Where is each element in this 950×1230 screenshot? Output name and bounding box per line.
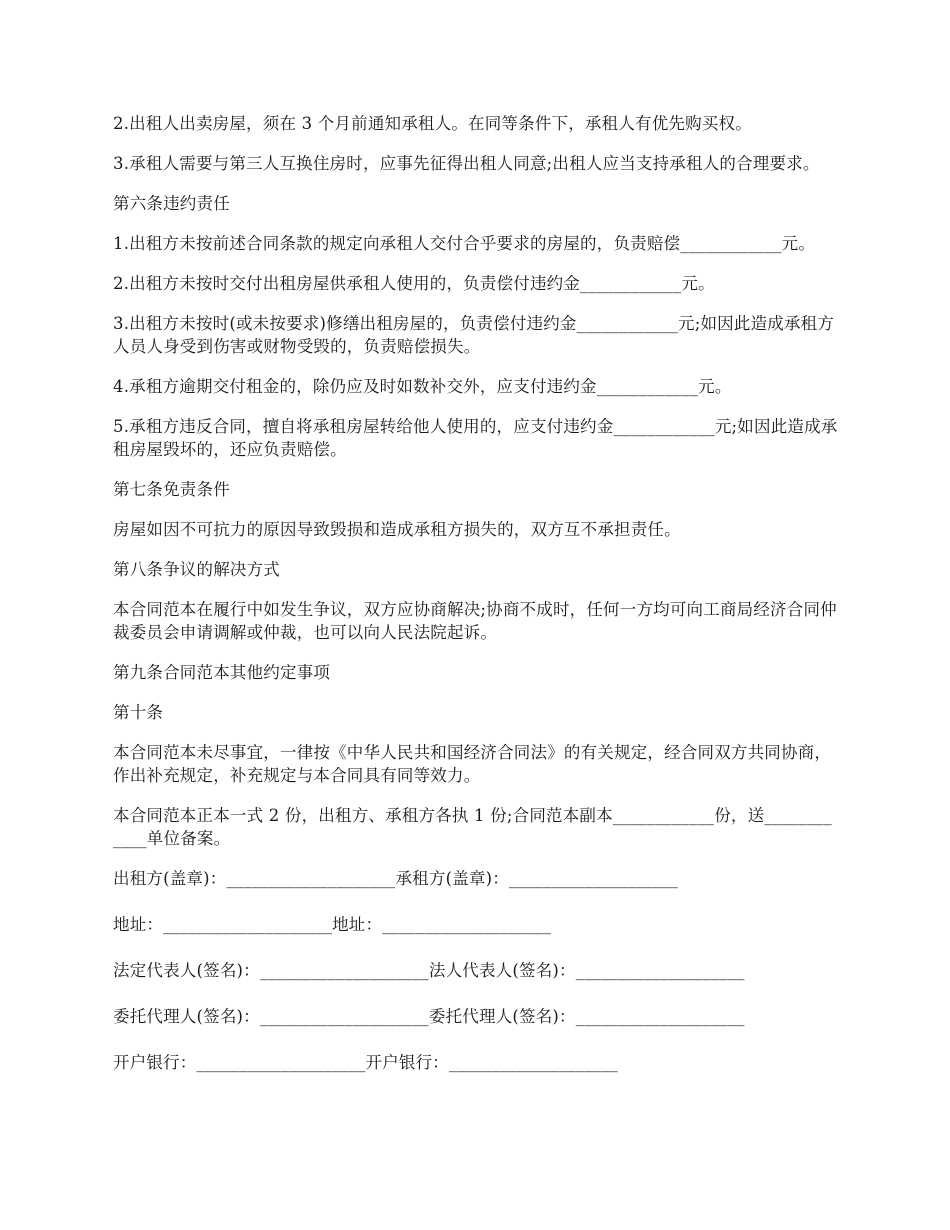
signature-line-bank: 开户银行：____________________开户银行：____________________ — [113, 1053, 618, 1072]
breach-item-3: 3.出租方未按时(或未按要求)修缮出租房屋的，负责偿付违约金____________元;如因此造成承租方人员人身受到伤害或财物受毁的，负责赔偿损失。 — [113, 314, 835, 356]
signature-line-legal-rep: 法定代表人(签名)：____________________法人代表人(签名)：____________________ — [113, 961, 745, 980]
breach-item-5: 5.承租方违反合同，擅自将承租房屋转给他人使用的，应支付违约金____________元;如因此造成承租房屋毁坏的，还应负责赔偿。 — [113, 417, 838, 459]
clause-3-exchange-housing: 3.承租人需要与第三人互换住房时，应事先征得出租人同意;出租人应当支持承租人的合理要求。 — [113, 154, 820, 173]
breach-item-1: 1.出租方未按前述合同条款的规定向承租人交付合乎要求的房屋的，负责赔偿____________元。 — [113, 234, 816, 253]
section-heading-dispute: 第八条争议的解决方式 — [113, 560, 280, 579]
exemption-text: 房屋如因不可抗力的原因导致毁损和造成承租方损失的，双方互不承担责任。 — [113, 520, 681, 539]
signature-line-agent: 委托代理人(签名)：____________________委托代理人(签名)：____________________ — [113, 1007, 745, 1026]
signature-line-address: 地址：____________________地址：____________________ — [113, 915, 552, 934]
signature-line-seal: 出租方(盖章)：____________________承租方(盖章)：____________________ — [113, 869, 678, 888]
section-heading-other-matters: 第九条合同范本其他约定事项 — [113, 663, 331, 682]
copies-text: 本合同范本正本一式 2 份，出租方、承租方各执 1 份;合同范本副本____________份，送____________单位备案。 — [113, 806, 832, 848]
clause-2-sale-notice: 2.出租人出卖房屋，须在 3 个月前通知承租人。在同等条件下，承租人有优先购买权。 — [113, 114, 752, 133]
section-heading-exemption: 第七条免责条件 — [113, 480, 230, 499]
breach-item-4: 4.承租方逾期交付租金的，除仍应及时如数补交外，应支付违约金____________元。 — [113, 377, 732, 396]
document-page — [113, 112, 838, 1097]
section-heading-breach-liability: 第六条违约责任 — [113, 194, 230, 213]
supplementary-provisions-text: 本合同范本未尽事宜，一律按《中华人民共和国经济合同法》的有关规定，经合同双方共同协商，作出补充规定，补充规定与本合同具有同等效力。 — [113, 743, 832, 785]
section-heading-article-10: 第十条 — [113, 703, 164, 722]
dispute-text: 本合同范本在履行中如发生争议，双方应协商解决;协商不成时，任何一方均可向工商局经济合同仲裁委员会申请调解或仲裁，也可以向人民法院起诉。 — [113, 600, 837, 642]
breach-item-2: 2.出租方未按时交付出租房屋供承租人使用的，负责偿付违约金____________元。 — [113, 274, 715, 293]
